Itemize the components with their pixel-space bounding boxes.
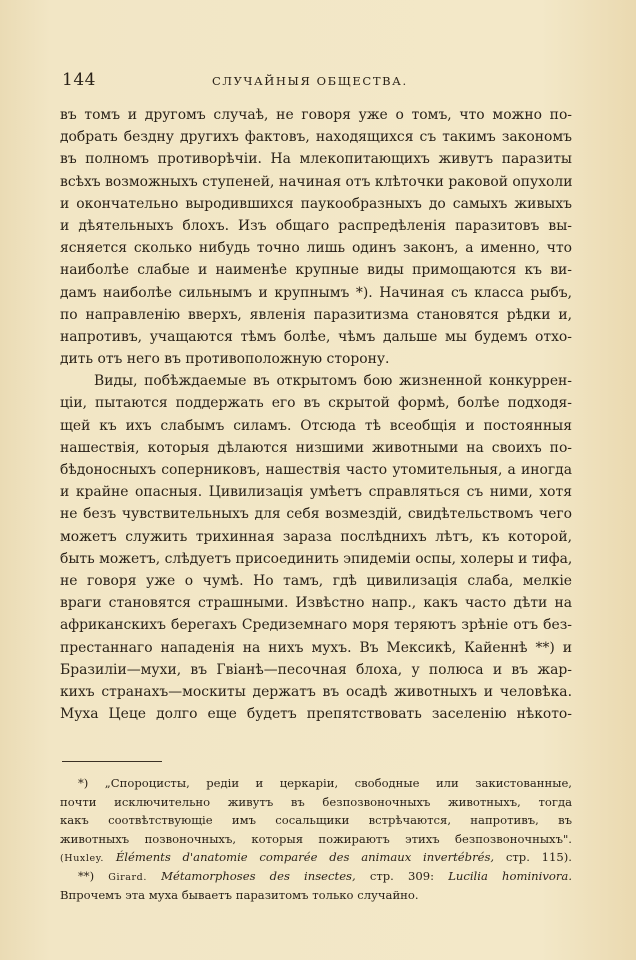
footnote-book-title: Métamorphoses des insectes, [161, 868, 356, 883]
main-text [60, 104, 572, 725]
text-line: престаннаго нападенія на нихъ мухъ. Въ Мексикѣ, Кайеннѣ **) и [60, 639, 572, 656]
text-line: Бразиліи—мухи, въ Гвіанѣ—песочная блоха, у полюса и въ жар- [60, 661, 572, 678]
footnote-citation [60, 867, 572, 886]
text-line: быть можетъ, слѣдуетъ присоединить эпидеміи оспы, холеры и тифа, [60, 550, 572, 567]
footnote-line: *) „Спороцисты, редіи и церкаріи, свободные или закистованные, [78, 776, 572, 790]
text-line: и дѣятельныхъ блохъ. Изъ общаго распредѣленія паразитовъ вы- [60, 217, 572, 234]
text-line: добрать бездну другихъ фактовъ, находящихся съ такимъ закономъ [60, 129, 572, 146]
text-line: Муха Цеце долго еще будетъ препятствовать заселенію нѣкото- [60, 706, 572, 723]
text-line: всѣхъ возможныхъ ступеней, начиная отъ клѣточки раковой опухоли [60, 173, 572, 190]
text-line: африканскихъ берегахъ Средиземнаго моря теряютъ зрѣніе отъ без- [60, 617, 572, 634]
footnote-mark: **) [78, 868, 95, 883]
footnote-page-ref: стр. 115). [505, 850, 572, 865]
text-line: и крайне опасныя. Цивилизація умѣетъ справляться съ ними, хотя [60, 484, 572, 501]
text-line: не говоря уже о чумѣ. Но тамъ, гдѣ цивилизація слаба, мелкіе [60, 572, 572, 589]
text-line: враги становятся страшными. Извѣстно напр., какъ часто дѣти на [60, 595, 572, 612]
text-line: въ томъ и другомъ случаѣ, не говоря уже о томъ, что можно по- [60, 107, 572, 123]
text-line: кихъ странахъ—москиты держатъ въ осадѣ животныхъ и человѣка. [60, 683, 572, 700]
footnote-page-ref: стр. 309: [369, 868, 435, 883]
footnote-book-title: Éléments d'anatomie comparée des animaux invertébrés, [115, 850, 495, 865]
footnote-species: Lucilia hominivora. [448, 868, 572, 883]
footnote-author: Girard. [108, 871, 147, 883]
footnotes [60, 774, 572, 904]
text-line: дить отъ него въ противоположную сторону. [60, 351, 390, 368]
text-line: ясняется сколько нибудь точно лишь одинъ законъ, а именно, что [60, 240, 572, 257]
footnote-author: (Huxley. [60, 853, 105, 865]
footnote-citation [60, 848, 572, 867]
text-line: ціи, пытаются поддержать его въ скрытой формѣ, болѣе подходя- [60, 395, 572, 412]
text-line: въ полномъ противорѣчіи. На млекопитающихъ живутъ паразиты [60, 151, 572, 168]
running-title: СЛУЧАЙНЫЯ ОБЩЕСТВА. [212, 74, 408, 88]
text-line: можетъ служить трихинная зараза послѣднихъ лѣтъ, къ которой, [60, 528, 572, 545]
text-line: Виды, побѣждаемые въ открытомъ бою жизненной конкуррен- [94, 373, 572, 390]
page-header [62, 70, 576, 94]
text-line: дамъ наиболѣе сильнымъ и крупнымъ *). Начиная съ класса рыбъ, [60, 284, 572, 301]
footnote-line: какъ соотвѣтствующіе имъ сосальщики встрѣчаются, напротивъ, въ [60, 813, 572, 828]
text-line: напротивъ, учащаются тѣмъ болѣе, чѣмъ дальше мы будемъ отхо- [60, 328, 572, 345]
text-line: по направленію вверхъ, явленія паразитизма становятся рѣдки и, [60, 306, 572, 323]
text-line: и окончательно выродившихся паукообразныхъ до самыхъ живыхъ [60, 195, 572, 212]
page-number: 144 [62, 70, 96, 90]
footnote-divider [62, 761, 162, 762]
footnote-line: почти исключительно живутъ въ безпозвоночныхъ животныхъ, тогда [60, 794, 572, 809]
text-line: бѣдоносныхъ соперниковъ, нашествія часто утомительныя, а иногда [60, 462, 572, 478]
text-line: щей къ ихъ слабымъ силамъ. Отсюда тѣ всеобщія и постоянныя [60, 417, 572, 434]
footnote-line: Впрочемъ эта муха бываетъ паразитомъ только случайно. [60, 887, 419, 902]
text-line: не безъ чувствительныхъ для себя возмездій, свидѣтельствомъ чего [60, 506, 572, 523]
footnote-line: животныхъ позвоночныхъ, которыя пожираютъ этихъ безпозвоночныхъ". [60, 831, 572, 846]
text-line: наиболѣе слабые и наименѣе крупные виды примощаются къ ви- [60, 262, 572, 279]
text-line: нашествія, которыя дѣлаются низшими животными на своихъ по- [60, 439, 572, 456]
